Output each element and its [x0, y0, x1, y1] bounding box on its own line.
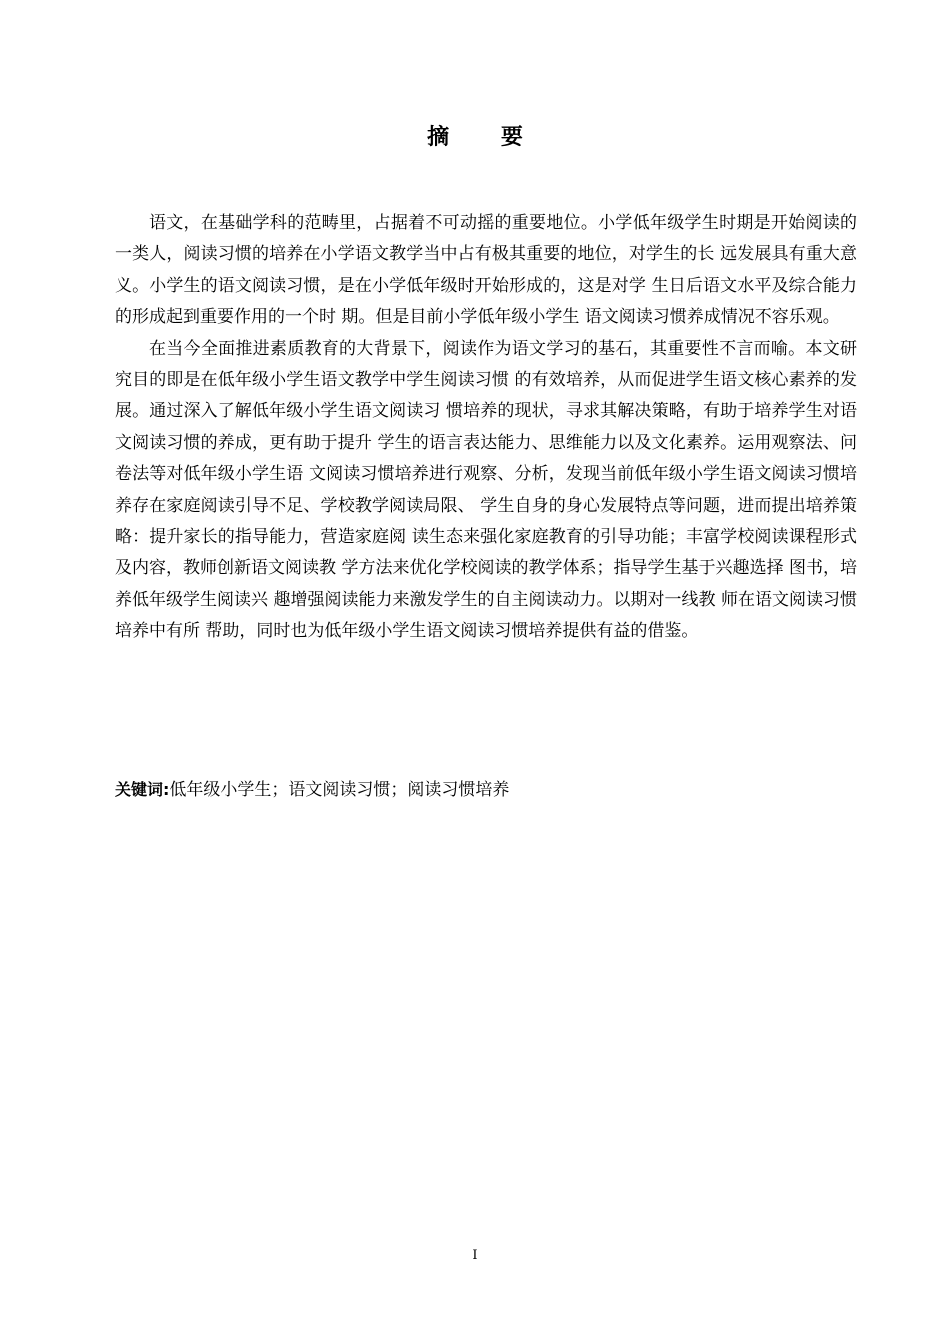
keywords-line: [115, 774, 857, 806]
abstract-title: 摘 要: [427, 125, 545, 150]
keywords-label: 关键词:: [115, 780, 170, 799]
abstract-body: [115, 208, 857, 648]
abstract-paragraph-1: 语文，在基础学科的范畴里，占据着不可动摇的重要地位。小学低年级学生时期是开始阅读的一类人，阅读习惯的培养在小学语文教学当中占有极其重要的地位，对学生的长 远发展具有重大意义。小学生的语文阅读习惯，是在小学低年级时开始形成的，这是对学 生日后语文水平及综合能力的形成起到重要作用的一个时 期。但是目前小学低年级小学生 语文阅读习惯养成情况不容乐观。: [115, 213, 857, 328]
page-number: I: [472, 1248, 478, 1263]
keywords-text: 低年级小学生；语文阅读习惯；阅读习惯培养: [169, 780, 510, 800]
abstract-paragraph-2: 在当今全面推进素质教育的大背景下，阅读作为语文学习的基石，其重要性不言而喻。本文研究目的即是在低年级小学生语文教学中学生阅读习惯 的有效培养，从而促进学生语文核心素养的发展。通过深入了解低年级小学生语文阅读习 惯培养的现状，寻求其解决策略，有助于培养学生对语文阅读习惯的养成，更有助于提升 学生的语言表达能力、思维能力以及文化素养。运用观察法、问卷法等对低年级小学生语 文阅读习惯培养进行观察、分析，发现当前低年级小学生语文阅读习惯培养存在家庭阅读引导不足、学校教学阅读局限、 学生自身的身心发展特点等问题，进而提出培养策略：提升家长的指导能力，营造家庭阅 读生态来强化家庭教育的引导功能；丰富学校阅读课程形式 及内容，教师创新语文阅读教 学方法来优化学校阅读的教学体系；指导学生基于兴趣选择 图书，培养低年级学生阅读兴 趣增强阅读能力来激发学生的自主阅读动力。以期对一线教 师在语文阅读习惯培养中有所 帮助，同时也为低年级小学生语文阅读习惯培养提供有益的借鉴。: [115, 338, 857, 642]
